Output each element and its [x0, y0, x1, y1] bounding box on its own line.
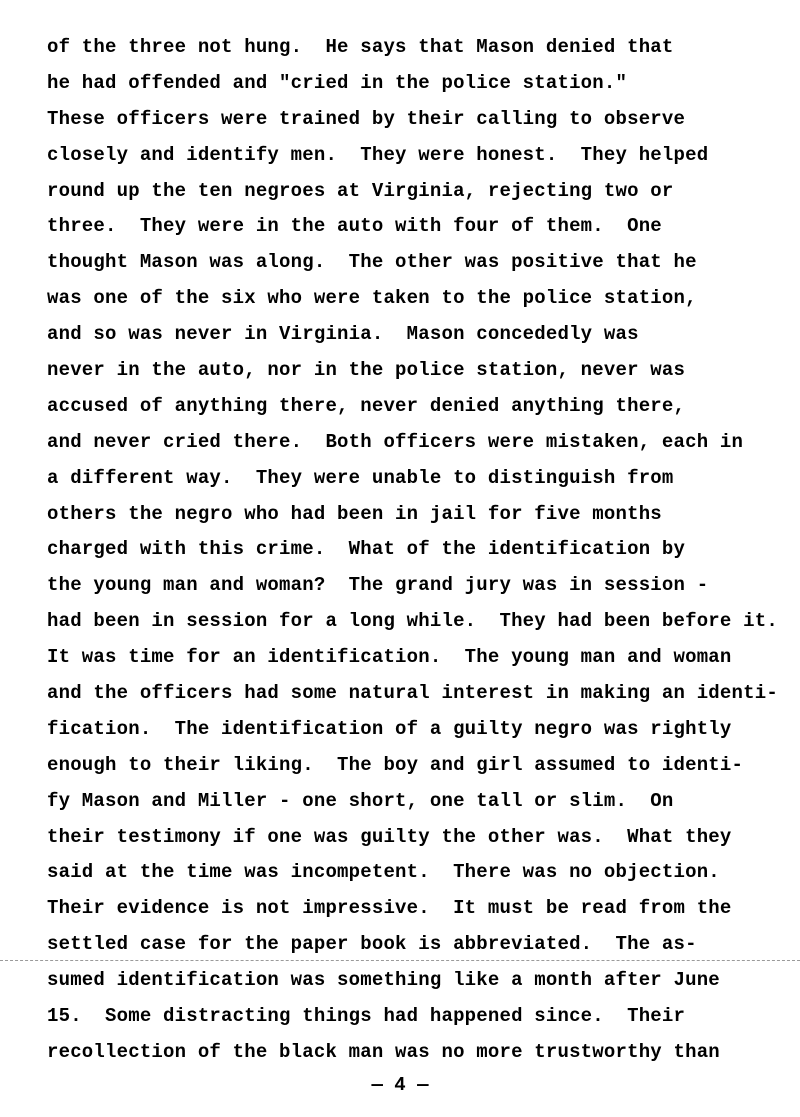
text-line: recollection of the black man was no more trustworthy than: [47, 1040, 720, 1063]
scan-fold-line: [0, 960, 800, 961]
text-line: 15. Some distracting things had happened since. Their: [47, 1005, 686, 1028]
text-line: a different way. They were unable to distinguish from: [47, 466, 674, 489]
text-line: said at the time was incompetent. There was no objection.: [47, 861, 720, 884]
text-line: had been in session for a long while. They had been before it.: [47, 610, 778, 633]
text-line: fy Mason and Miller - one short, one tall or slim. On: [47, 789, 674, 812]
text-line: others the negro who had been in jail for five months: [47, 502, 662, 525]
text-line: round up the ten negroes at Virginia, rejecting two or: [47, 179, 674, 202]
text-line: thought Mason was along. The other was positive that he: [47, 251, 697, 274]
text-line: and so was never in Virginia. Mason concededly was: [47, 323, 639, 346]
text-line: sumed identification was something like a month after June: [47, 969, 720, 992]
text-line: fication. The identification of a guilty negro was rightly: [47, 717, 732, 740]
text-line: their testimony if one was guilty the other was. What they: [47, 825, 732, 848]
text-line: Their evidence is not impressive. It must be read from the: [47, 897, 732, 920]
text-line: closely and identify men. They were honest. They helped: [47, 143, 709, 166]
text-line: and the officers had some natural interest in making an identi-: [47, 682, 778, 705]
text-line: of the three not hung. He says that Mason denied that: [47, 36, 674, 58]
text-line: enough to their liking. The boy and girl assumed to identi-: [47, 753, 744, 776]
text-line: It was time for an identification. The young man and woman: [47, 646, 732, 669]
text-line: was one of the six who were taken to the police station,: [47, 287, 697, 310]
text-line: settled case for the paper book is abbreviated. The as-: [47, 933, 697, 956]
text-line: accused of anything there, never denied anything there,: [47, 394, 686, 417]
text-line: charged with this crime. What of the identification by: [47, 538, 686, 561]
text-line: These officers were trained by their calling to observe: [47, 107, 686, 130]
text-line: three. They were in the auto with four of them. One: [47, 215, 662, 238]
text-line: he had offended and "cried in the police station.": [47, 71, 628, 94]
page-number: — 4 —: [371, 1074, 429, 1096]
text-line: never in the auto, nor in the police station, never was: [47, 359, 686, 382]
body-text: [47, 33, 787, 1074]
text-line: the young man and woman? The grand jury was in session -: [47, 574, 709, 597]
text-line: and never cried there. Both officers were mistaken, each in: [47, 430, 744, 453]
